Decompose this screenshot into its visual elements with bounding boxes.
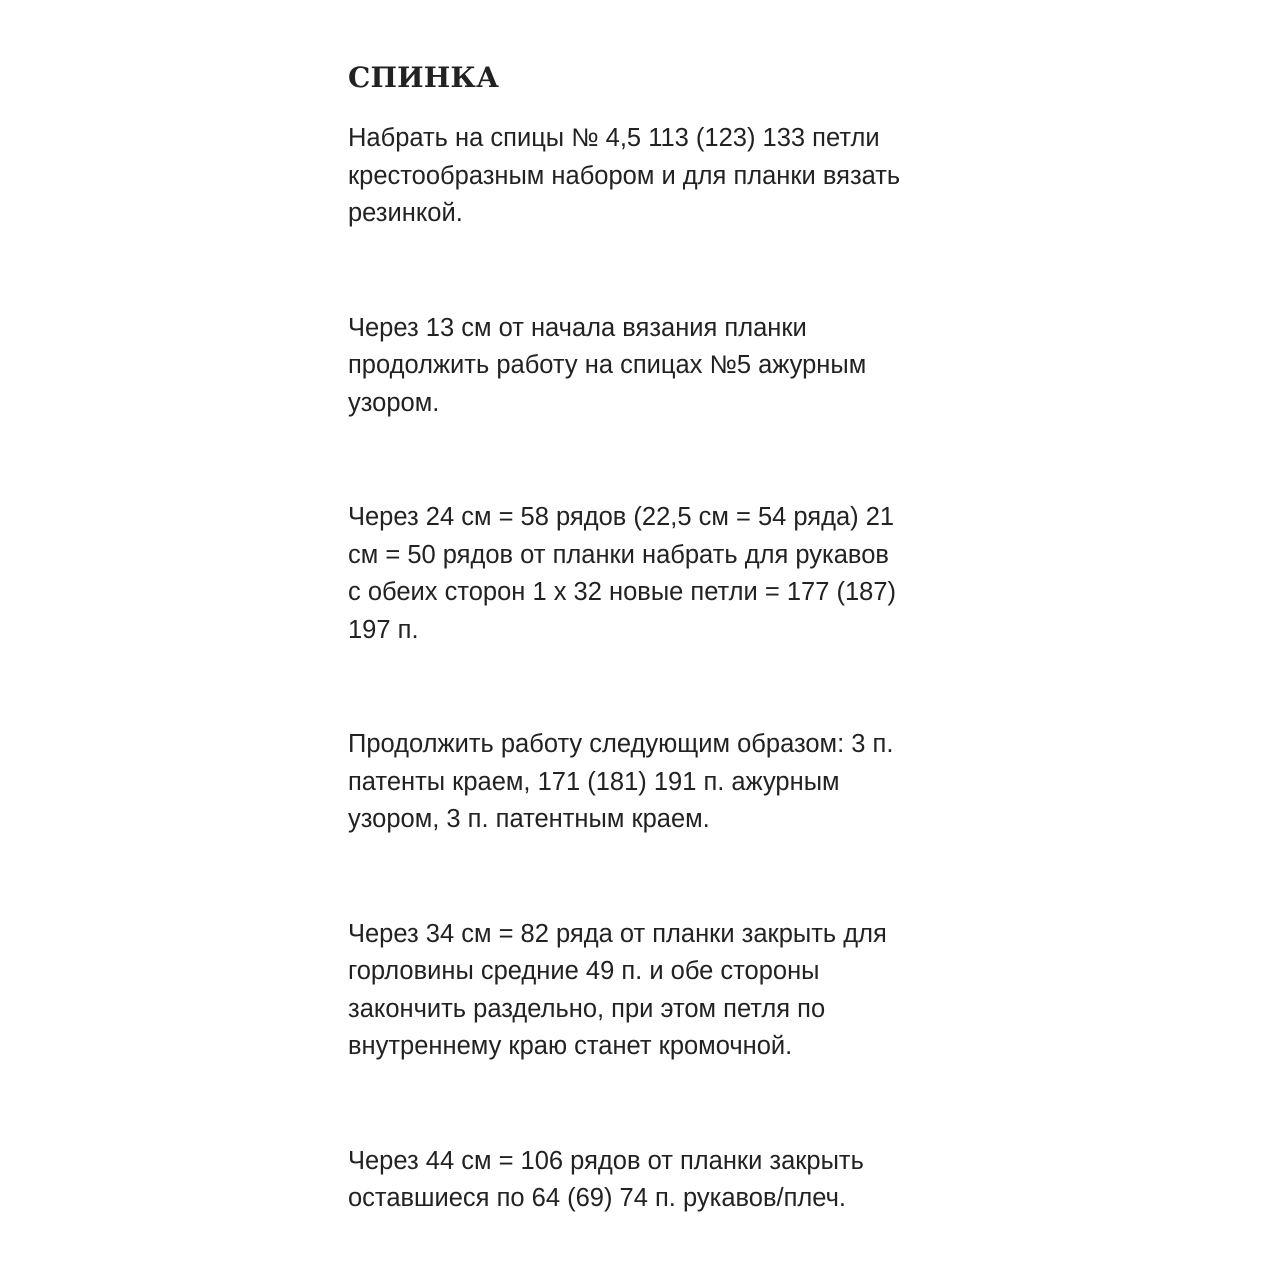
- text-line: Через 13 см от начала вязания планки: [348, 313, 807, 342]
- paragraph-cast-on: [348, 120, 948, 233]
- text-line: с обеих сторон 1 х 32 новые петли = 177 (187): [348, 578, 897, 606]
- text-line: см = 50 рядов от планки набрать для рукавов: [348, 540, 889, 569]
- paragraph-continue: [348, 726, 948, 839]
- paragraph-bind-off: [348, 1143, 948, 1218]
- paragraph-sleeves: [348, 499, 948, 649]
- text-line: горловины средние 49 п. и обе стороны: [348, 957, 820, 985]
- text-line: патенты краем, 171 (181) 191 п. ажурным: [348, 767, 840, 796]
- text-line: узором, 3 п. патентным краем.: [348, 805, 710, 833]
- text-line: Набрать на спицы № 4,5 113 (123) 133 петли: [348, 124, 880, 152]
- text-line: резинкой.: [348, 199, 463, 227]
- text-line: Через 24 см = 58 рядов (22,5 см = 54 ряда) 21: [348, 503, 895, 531]
- text-line: узором.: [348, 388, 440, 417]
- text-line: крестообразным набором и для планки вязать: [348, 161, 901, 190]
- document: [348, 56, 948, 1218]
- text-line: внутреннему краю станет кромочной.: [348, 1032, 793, 1060]
- section-title: СПИНКА: [348, 61, 500, 94]
- text-line: закончить раздельно, при этом петля по: [348, 994, 826, 1023]
- paragraph-lace-pattern: [348, 310, 948, 423]
- text-line: Через 44 см = 106 рядов от планки закрыть: [348, 1146, 864, 1175]
- text-line: Через 34 см = 82 ряда от планки закрыть для: [348, 919, 887, 948]
- text-line: оставшиеся по 64 (69) 74 п. рукавов/плеч.: [348, 1184, 846, 1212]
- paragraph-neckline: [348, 916, 948, 1066]
- text-line: Продолжить работу следующим образом: 3 п.: [348, 730, 894, 758]
- text-line: 197 п.: [348, 615, 419, 644]
- text-line: продолжить работу на спицах №5 ажурным: [348, 351, 867, 379]
